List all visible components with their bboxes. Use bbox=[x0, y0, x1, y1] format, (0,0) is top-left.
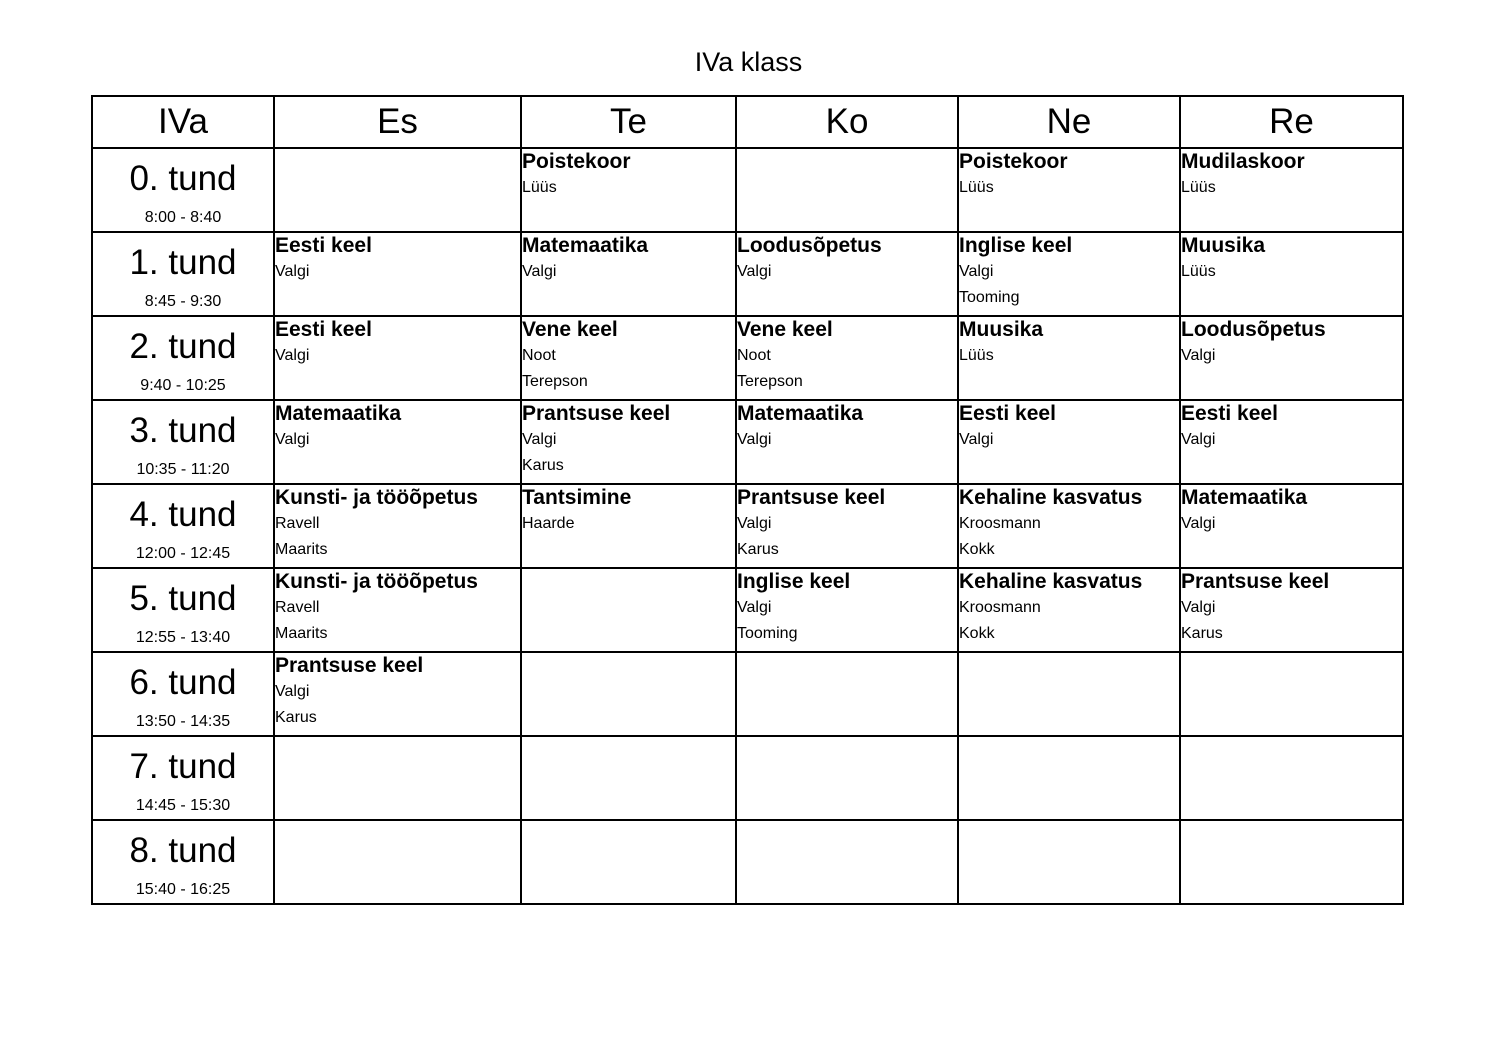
lesson-cell-ne bbox=[958, 568, 1180, 652]
lesson-teacher: Tooming bbox=[737, 625, 798, 642]
lesson-cell-te bbox=[521, 232, 736, 316]
lesson-cell-es bbox=[274, 400, 521, 484]
lesson-cell-es bbox=[274, 232, 521, 316]
period-cell bbox=[92, 652, 274, 736]
lesson-subject: Muusika bbox=[959, 318, 1044, 341]
lesson-cell-te bbox=[521, 484, 736, 568]
lesson-subject: Prantsuse keel bbox=[522, 402, 671, 425]
period-row bbox=[92, 400, 1403, 484]
header-day-te: Te bbox=[521, 96, 736, 148]
period-label: 7. tund bbox=[129, 747, 237, 786]
lesson-teacher: Maarits bbox=[275, 625, 328, 642]
lesson-teacher: Maarits bbox=[275, 541, 328, 558]
lesson-subject: Loodusõpetus bbox=[737, 234, 882, 257]
period-time: 15:40 - 16:25 bbox=[135, 881, 231, 898]
lesson-cell-es bbox=[274, 652, 521, 736]
lesson-subject: Loodusõpetus bbox=[1181, 318, 1326, 341]
header-day-ko: Ko bbox=[736, 96, 958, 148]
lesson-cell-ko bbox=[736, 316, 958, 400]
lesson-teacher: Karus bbox=[1181, 625, 1223, 642]
lesson-teacher: Valgi bbox=[1181, 599, 1216, 616]
lesson-subject: Vene keel bbox=[737, 318, 833, 341]
lesson-teacher: Valgi bbox=[275, 347, 310, 364]
period-time: 9:40 - 10:25 bbox=[140, 377, 226, 394]
lesson-teacher: Valgi bbox=[737, 515, 772, 532]
period-row bbox=[92, 316, 1403, 400]
period-row bbox=[92, 148, 1403, 232]
lesson-subject: Poistekoor bbox=[959, 150, 1068, 173]
lesson-teacher: Lüüs bbox=[959, 179, 994, 196]
period-cell bbox=[92, 568, 274, 652]
lesson-cell-ne bbox=[958, 484, 1180, 568]
lesson-cell-te bbox=[521, 568, 736, 652]
lesson-teacher: Lüüs bbox=[1181, 263, 1216, 280]
timetable bbox=[91, 95, 1404, 905]
period-row bbox=[92, 568, 1403, 652]
lesson-teacher: Karus bbox=[737, 541, 779, 558]
lesson-subject: Kehaline kasvatus bbox=[959, 570, 1143, 593]
lesson-cell-es bbox=[274, 316, 521, 400]
period-row bbox=[92, 484, 1403, 568]
lesson-cell-te bbox=[521, 400, 736, 484]
period-row bbox=[92, 820, 1403, 904]
period-cell bbox=[92, 484, 274, 568]
lesson-cell-ko bbox=[736, 148, 958, 232]
lesson-teacher: Noot bbox=[522, 347, 556, 364]
lesson-teacher: Terepson bbox=[737, 373, 803, 390]
lesson-cell-re bbox=[1180, 316, 1403, 400]
period-row bbox=[92, 736, 1403, 820]
lesson-teacher: Valgi bbox=[959, 263, 994, 280]
lesson-subject: Matemaatika bbox=[1181, 486, 1308, 509]
period-label: 6. tund bbox=[129, 663, 237, 702]
lesson-teacher: Valgi bbox=[1181, 515, 1216, 532]
period-label: 5. tund bbox=[129, 579, 237, 618]
lesson-subject: Inglise keel bbox=[959, 234, 1073, 257]
lesson-cell-te bbox=[521, 316, 736, 400]
lesson-subject: Eesti keel bbox=[959, 402, 1056, 425]
period-label: 4. tund bbox=[129, 495, 237, 534]
lesson-subject: Poistekoor bbox=[522, 150, 631, 173]
period-label: 0. tund bbox=[129, 159, 237, 198]
lesson-teacher: Valgi bbox=[522, 263, 557, 280]
lesson-teacher: Valgi bbox=[737, 599, 772, 616]
lesson-teacher: Kokk bbox=[959, 541, 995, 558]
timetable-body bbox=[92, 148, 1403, 904]
lesson-cell-ne bbox=[958, 316, 1180, 400]
lesson-subject: Eesti keel bbox=[275, 318, 372, 341]
lesson-teacher: Valgi bbox=[275, 431, 310, 448]
lesson-teacher: Valgi bbox=[959, 431, 994, 448]
period-time: 8:00 - 8:40 bbox=[144, 209, 222, 226]
period-time: 8:45 - 9:30 bbox=[144, 293, 222, 310]
header-day-ne: Ne bbox=[958, 96, 1180, 148]
period-cell bbox=[92, 400, 274, 484]
lesson-subject: Vene keel bbox=[522, 318, 618, 341]
lesson-teacher: Kroosmann bbox=[959, 599, 1041, 616]
lesson-teacher: Valgi bbox=[275, 683, 310, 700]
lesson-cell-ko bbox=[736, 736, 958, 820]
period-time: 10:35 - 11:20 bbox=[136, 461, 230, 478]
header-row bbox=[92, 96, 1403, 148]
lesson-subject: Kunsti- ja tööõpetus bbox=[275, 570, 478, 593]
lesson-teacher: Kroosmann bbox=[959, 515, 1041, 532]
lesson-subject: Kunsti- ja tööõpetus bbox=[275, 486, 478, 509]
header-day-re: Re bbox=[1180, 96, 1403, 148]
lesson-subject: Eesti keel bbox=[1181, 402, 1278, 425]
lesson-cell-ko bbox=[736, 400, 958, 484]
lesson-cell-ko bbox=[736, 232, 958, 316]
lesson-subject: Inglise keel bbox=[737, 570, 851, 593]
period-time: 12:55 - 13:40 bbox=[135, 629, 231, 646]
lesson-cell-te bbox=[521, 736, 736, 820]
lesson-cell-re bbox=[1180, 568, 1403, 652]
lesson-cell-re bbox=[1180, 736, 1403, 820]
period-label: 8. tund bbox=[129, 831, 237, 870]
lesson-teacher: Lüüs bbox=[1181, 179, 1216, 196]
lesson-subject: Matemaatika bbox=[522, 234, 649, 257]
lesson-teacher: Terepson bbox=[522, 373, 588, 390]
period-cell bbox=[92, 316, 274, 400]
lesson-cell-ko bbox=[736, 484, 958, 568]
lesson-subject: Prantsuse keel bbox=[737, 486, 886, 509]
lesson-subject: Muusika bbox=[1181, 234, 1266, 257]
lesson-cell-ko bbox=[736, 652, 958, 736]
lesson-cell-ko bbox=[736, 568, 958, 652]
lesson-cell-es bbox=[274, 568, 521, 652]
lesson-teacher: Karus bbox=[275, 709, 317, 726]
lesson-teacher: Valgi bbox=[1181, 431, 1216, 448]
period-row bbox=[92, 652, 1403, 736]
lesson-subject: Mudilaskoor bbox=[1181, 150, 1305, 173]
period-cell bbox=[92, 820, 274, 904]
lesson-teacher: Valgi bbox=[522, 431, 557, 448]
lesson-teacher: Valgi bbox=[1181, 347, 1216, 364]
lesson-cell-ne bbox=[958, 736, 1180, 820]
lesson-subject: Matemaatika bbox=[275, 402, 402, 425]
lesson-cell-es bbox=[274, 148, 521, 232]
lesson-cell-ne bbox=[958, 400, 1180, 484]
period-time: 12:00 - 12:45 bbox=[135, 545, 231, 562]
lesson-cell-te bbox=[521, 652, 736, 736]
period-label: 2. tund bbox=[129, 327, 237, 366]
lesson-subject: Matemaatika bbox=[737, 402, 864, 425]
lesson-teacher: Tooming bbox=[959, 289, 1020, 306]
period-cell bbox=[92, 736, 274, 820]
period-cell bbox=[92, 232, 274, 316]
lesson-subject: Prantsuse keel bbox=[275, 654, 424, 677]
lesson-teacher: Lüüs bbox=[522, 179, 557, 196]
page-title: IVa klass bbox=[694, 47, 803, 77]
lesson-cell-ne bbox=[958, 820, 1180, 904]
lesson-cell-ne bbox=[958, 148, 1180, 232]
lesson-cell-te bbox=[521, 148, 736, 232]
period-time: 13:50 - 14:35 bbox=[135, 713, 231, 730]
lesson-teacher: Ravell bbox=[275, 599, 320, 616]
lesson-cell-ne bbox=[958, 652, 1180, 736]
period-row bbox=[92, 232, 1403, 316]
lesson-teacher: Lüüs bbox=[959, 347, 994, 364]
header-class-cell: IVa bbox=[92, 96, 274, 148]
lesson-teacher: Ravell bbox=[275, 515, 320, 532]
lesson-cell-es bbox=[274, 736, 521, 820]
period-cell bbox=[92, 148, 274, 232]
period-label: 3. tund bbox=[129, 411, 237, 450]
lesson-teacher: Valgi bbox=[275, 263, 310, 280]
lesson-subject: Eesti keel bbox=[275, 234, 372, 257]
lesson-teacher: Valgi bbox=[737, 263, 772, 280]
lesson-teacher: Haarde bbox=[522, 515, 575, 532]
lesson-teacher: Kokk bbox=[959, 625, 995, 642]
lesson-cell-es bbox=[274, 820, 521, 904]
lesson-subject: Tantsimine bbox=[522, 486, 632, 509]
lesson-cell-re bbox=[1180, 148, 1403, 232]
lesson-cell-re bbox=[1180, 652, 1403, 736]
lesson-cell-re bbox=[1180, 484, 1403, 568]
lesson-subject: Kehaline kasvatus bbox=[959, 486, 1143, 509]
lesson-subject: Prantsuse keel bbox=[1181, 570, 1330, 593]
lesson-cell-re bbox=[1180, 820, 1403, 904]
lesson-cell-ne bbox=[958, 232, 1180, 316]
lesson-cell-es bbox=[274, 484, 521, 568]
lesson-teacher: Noot bbox=[737, 347, 771, 364]
period-time: 14:45 - 15:30 bbox=[135, 797, 231, 814]
header-day-es: Es bbox=[274, 96, 521, 148]
lesson-cell-re bbox=[1180, 400, 1403, 484]
period-label: 1. tund bbox=[129, 243, 237, 282]
lesson-cell-re bbox=[1180, 232, 1403, 316]
lesson-teacher: Karus bbox=[522, 457, 564, 474]
lesson-cell-ko bbox=[736, 820, 958, 904]
lesson-teacher: Valgi bbox=[737, 431, 772, 448]
lesson-cell-te bbox=[521, 820, 736, 904]
